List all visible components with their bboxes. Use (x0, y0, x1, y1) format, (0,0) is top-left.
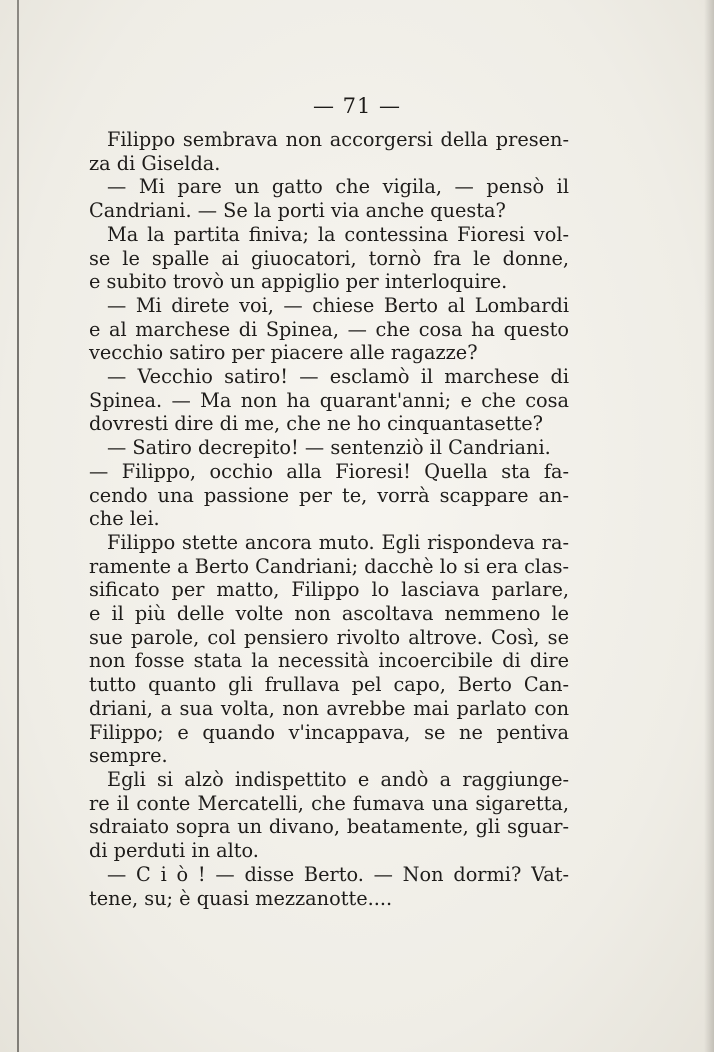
text-line: se le spalle ai giuocatori, tornò fra le donne, (89, 246, 569, 270)
page-binding-edge (17, 0, 19, 1052)
page-number: — 71 — (312, 94, 402, 118)
text-line: che lei. (89, 507, 160, 531)
text-line: sempre. (89, 744, 168, 768)
text-line: vecchio satiro per piacere alle ragazze? (89, 341, 478, 365)
text-line: Filippo; e quando v'incappava, se ne pentiva (89, 720, 569, 744)
text-line: sue parole, col pensiero rivolto altrove. Così, se (89, 625, 569, 649)
text-line: tutto quanto gli frullava pel capo, Berto Can- (89, 673, 569, 697)
text-line: sificato per matto, Filippo lo lasciava parlare, (89, 578, 569, 602)
text-line: tene, su; è quasi mezzanotte.... (89, 886, 393, 910)
text-line: Candriani. — Se la porti via anche questa? (89, 199, 506, 223)
text-line: — Mi pare un gatto che vigila, — pensò il (107, 175, 569, 199)
text-line: e al marchese di Spinea, — che cosa ha questo (89, 317, 569, 341)
text-line: cendo una passione per te, vorrà scappare an- (89, 483, 569, 507)
text-line: sdraiato sopra un divano, beatamente, gli sguar- (89, 815, 569, 839)
text-line: Filippo sembrava non accorgersi della presen- (107, 128, 569, 151)
text-line: ramente a Berto Candriani; dacchè lo si era clas- (89, 554, 569, 578)
text-line: — C i ò ! — disse Berto. — Non dormi? Vat- (107, 862, 569, 886)
text-line: re il conte Mercatelli, che fumava una sigaretta, (89, 791, 569, 815)
text-line: Spinea. — Ma non ha quarant'anni; e che cosa (89, 388, 569, 412)
text-line: dovresti dire di me, che ne ho cinquantasette? (89, 412, 543, 436)
text-line: za di Giselda. (89, 151, 221, 175)
text-line: e il più delle volte non ascoltava nemmeno le (89, 602, 569, 626)
text-line: Filippo stette ancora muto. Egli rispondeva ra- (107, 530, 569, 554)
text-line: Egli si alzò indispettito e andò a raggiunge- (107, 767, 569, 791)
text-line: — Satiro decrepito! — sentenziò il Candriani. (107, 436, 551, 460)
text-line: driani, a sua volta, non avrebbe mai parlato con (89, 696, 569, 720)
text-line: — Filippo, occhio alla Fioresi! Quella sta fa- (89, 459, 569, 483)
text-line: non fosse stata la necessità incoercibile di dire (89, 649, 569, 673)
text-line: — Mi direte voi, — chiese Berto al Lombardi (107, 293, 569, 317)
page-right-edge-shadow (704, 0, 714, 1052)
text-line: Ma la partita finiva; la contessina Fioresi vol- (107, 222, 569, 246)
body-text (89, 128, 569, 910)
text-line: e subito trovò un appiglio per interloquire. (89, 270, 508, 294)
text-line: di perduti in alto. (89, 839, 259, 863)
text-line: — Vecchio satiro! — esclamò il marchese di (107, 365, 569, 389)
